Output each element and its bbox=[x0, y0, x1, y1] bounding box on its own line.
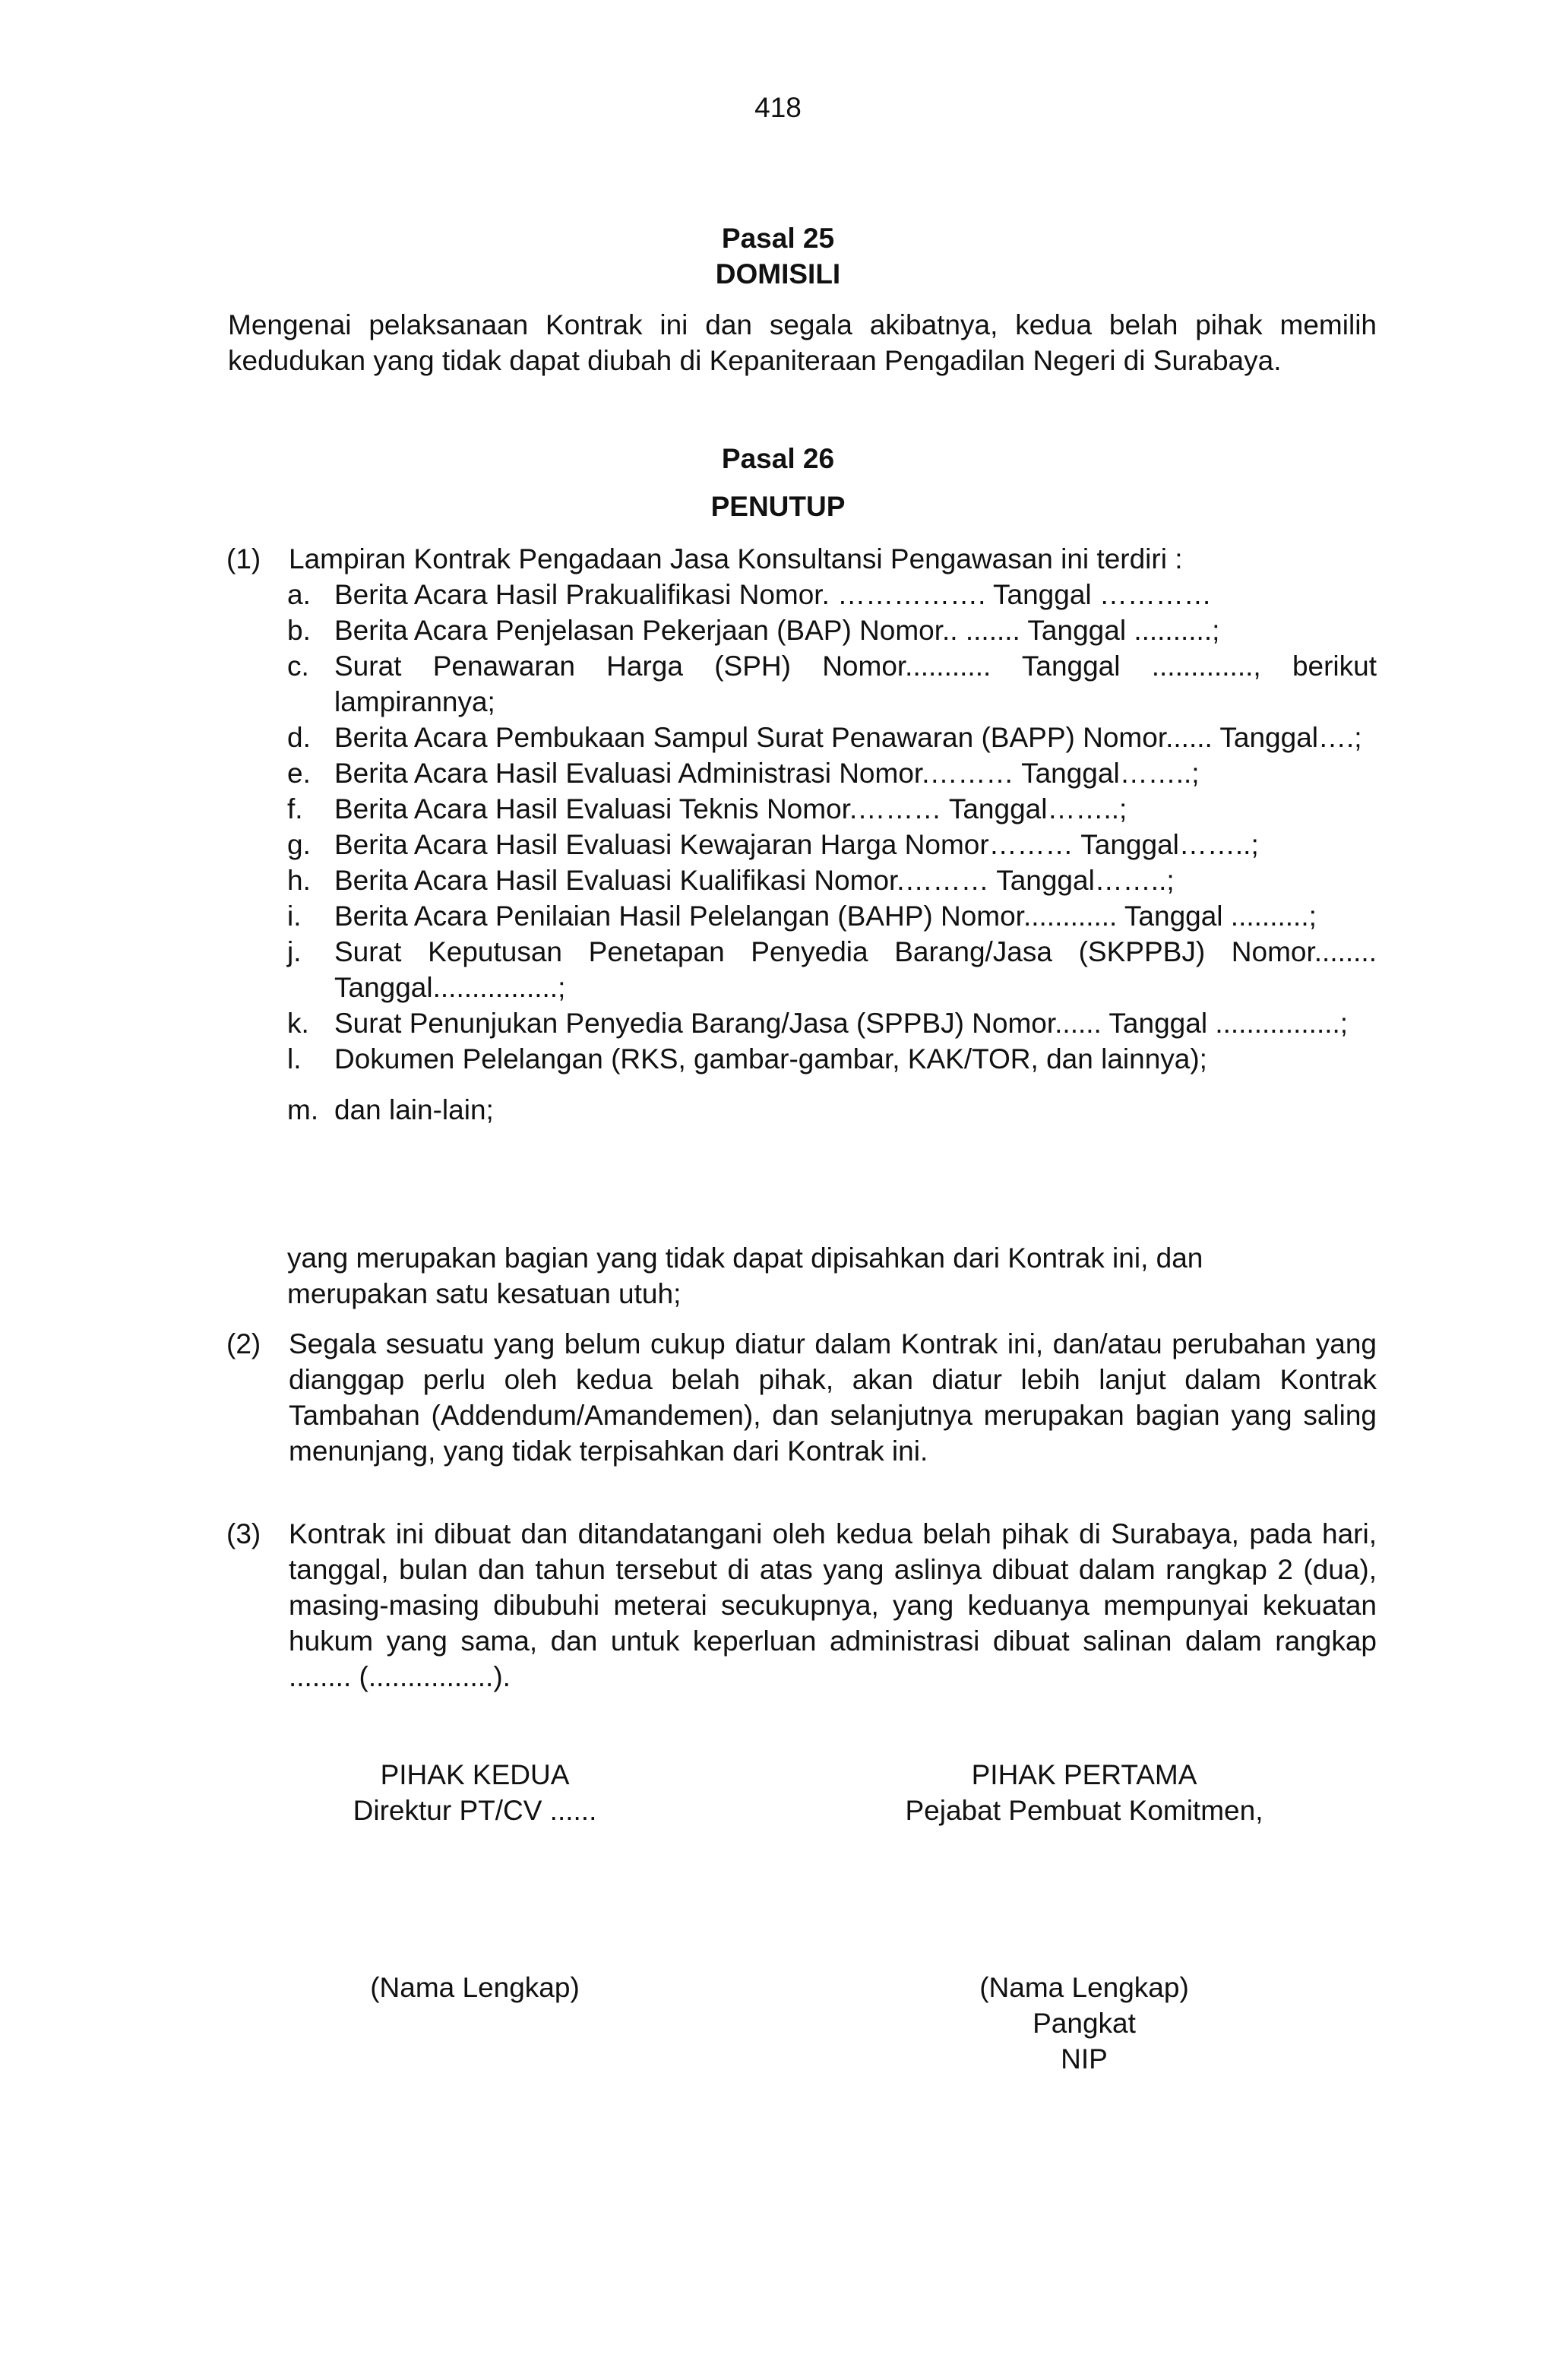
list-item-letter: h. bbox=[287, 865, 311, 896]
clause-1-closing: yang merupakan bagian yang tidak dapat dipisahkan dari Kontrak ini, dan merupakan satu kesatuan utuh; bbox=[287, 1242, 1203, 1309]
list-item-text: Berita Acara Hasil Prakualifikasi Nomor. ……………. Tanggal ………… bbox=[334, 579, 1212, 610]
clause-3-label: (3) bbox=[226, 1518, 261, 1549]
clause-2-label: (2) bbox=[226, 1328, 261, 1359]
signature-block-left bbox=[209, 1757, 741, 2005]
clause-1 bbox=[228, 541, 1377, 577]
list-item-text: Berita Acara Pembukaan Sampul Surat Penawaran (BAPP) Nomor...... Tanggal….; bbox=[334, 722, 1362, 753]
pasal-25-text: Mengenai pelaksanaan Kontrak ini dan segala akibatnya, kedua belah pihak memilih kedudukan yang tidak dapat diubah di Kepaniteraan Pengadilan Negeri di Surabaya. bbox=[228, 309, 1377, 376]
list-item bbox=[287, 577, 1377, 612]
attachment-list bbox=[287, 577, 1377, 1128]
list-item-letter: i. bbox=[287, 900, 302, 932]
list-item-text: Berita Acara Hasil Evaluasi Teknis Nomor.……… Tanggal……..; bbox=[334, 793, 1127, 824]
pasal-25-heading bbox=[0, 220, 1556, 292]
clause-2 bbox=[228, 1326, 1377, 1469]
list-item bbox=[287, 1041, 1377, 1077]
page-number: 418 bbox=[754, 92, 802, 123]
party-name: (Nama Lengkap) bbox=[370, 1972, 580, 2003]
list-item-letter: d. bbox=[287, 722, 311, 753]
list-item-text: Berita Acara Hasil Evaluasi Administrasi Nomor.……… Tanggal……..; bbox=[334, 758, 1200, 789]
list-item-text: Berita Acara Hasil Evaluasi Kualifikasi Nomor.……… Tanggal……..; bbox=[334, 865, 1175, 896]
list-item bbox=[287, 898, 1377, 934]
clause-1-label: (1) bbox=[226, 543, 261, 574]
party-nip: NIP bbox=[1061, 2043, 1108, 2075]
list-item bbox=[287, 862, 1377, 898]
list-item bbox=[287, 720, 1377, 755]
list-item bbox=[287, 934, 1377, 1005]
list-item-text: Berita Acara Penjelasan Pekerjaan (BAP) Nomor.. ....... Tanggal ..........; bbox=[334, 615, 1220, 646]
pasal-25-title: Pasal 25 bbox=[721, 223, 835, 254]
list-item bbox=[287, 648, 1377, 720]
list-item-text: Surat Penunjukan Penyedia Barang/Jasa (SPPBJ) Nomor...... Tanggal ................; bbox=[334, 1008, 1349, 1039]
list-item-letter: c. bbox=[287, 650, 309, 682]
list-item-letter: a. bbox=[287, 579, 311, 610]
clause-3 bbox=[228, 1516, 1377, 1695]
party-label: PIHAK KEDUA bbox=[380, 1759, 570, 1790]
list-item-text: dan lain-lain; bbox=[334, 1094, 494, 1125]
list-item-text: Dokumen Pelelangan (RKS, gambar-gambar, KAK/TOR, dan lainnya); bbox=[334, 1043, 1207, 1074]
pasal-25-subtitle: DOMISILI bbox=[715, 258, 841, 290]
list-item-letter: l. bbox=[287, 1043, 302, 1074]
list-item-text: Berita Acara Penilaian Hasil Pelelangan (BAHP) Nomor............ Tanggal ..........; bbox=[334, 900, 1317, 932]
list-item-letter: m. bbox=[287, 1094, 319, 1125]
list-item bbox=[287, 612, 1377, 648]
party-rank: Pangkat bbox=[1033, 2008, 1136, 2039]
list-item-text: Surat Penawaran Harga (SPH) Nomor........... Tanggal ............., berikut lampirannya; bbox=[334, 650, 1377, 717]
party-role: Direktur PT/CV ...... bbox=[353, 1795, 597, 1826]
list-item bbox=[287, 827, 1377, 862]
list-item bbox=[287, 755, 1377, 791]
party-name: (Nama Lengkap) bbox=[979, 1972, 1189, 2003]
list-item-letter: b. bbox=[287, 615, 311, 646]
list-item-letter: g. bbox=[287, 829, 311, 860]
list-item-text: Berita Acara Hasil Evaluasi Kewajaran Harga Nomor……… Tanggal……..; bbox=[334, 829, 1259, 860]
list-item bbox=[287, 791, 1377, 827]
signature-block-right bbox=[818, 1757, 1350, 2077]
party-label: PIHAK PERTAMA bbox=[971, 1759, 1197, 1790]
list-item bbox=[287, 1092, 1377, 1128]
list-item-letter: j. bbox=[287, 936, 302, 967]
pasal-26-title: Pasal 26 bbox=[721, 443, 835, 474]
list-item-letter: k. bbox=[287, 1008, 309, 1039]
clause-1-intro: Lampiran Kontrak Pengadaan Jasa Konsultansi Pengawasan ini terdiri : bbox=[289, 543, 1183, 574]
clause-2-text: Segala sesuatu yang belum cukup diatur dalam Kontrak ini, dan/atau perubahan yang dianggap perlu oleh kedua belah pihak, akan diatur lebih lanjut dalam Kontrak Tambahan (Addendum/Amandemen), dan selanjutnya merupakan bagian yang saling menunjang, yang tidak terpisahkan dari Kontrak ini. bbox=[289, 1328, 1377, 1467]
clause-3-text: Kontrak ini dibuat dan ditandatangani oleh kedua belah pihak di Surabaya, pada hari, tanggal, bulan dan tahun tersebut di atas yang aslinya dibuat dalam rangkap 2 (dua), masing-masing dibubuhi meterai secukupnya, yang keduanya mempunyai kekuatan hukum yang sama, dan untuk keperluan administrasi dibuat salinan dalam rangkap ........ (................). bbox=[289, 1518, 1377, 1692]
party-role: Pejabat Pembuat Komitmen, bbox=[905, 1795, 1263, 1826]
pasal-26-subtitle: PENUTUP bbox=[710, 491, 846, 522]
pasal-26-heading bbox=[0, 441, 1556, 524]
list-item bbox=[287, 1005, 1377, 1041]
list-item-letter: f. bbox=[287, 793, 303, 824]
list-item-letter: e. bbox=[287, 758, 311, 789]
list-item-text: Surat Keputusan Penetapan Penyedia Barang/Jasa (SKPPBJ) Nomor........ Tanggal................; bbox=[334, 936, 1377, 1003]
